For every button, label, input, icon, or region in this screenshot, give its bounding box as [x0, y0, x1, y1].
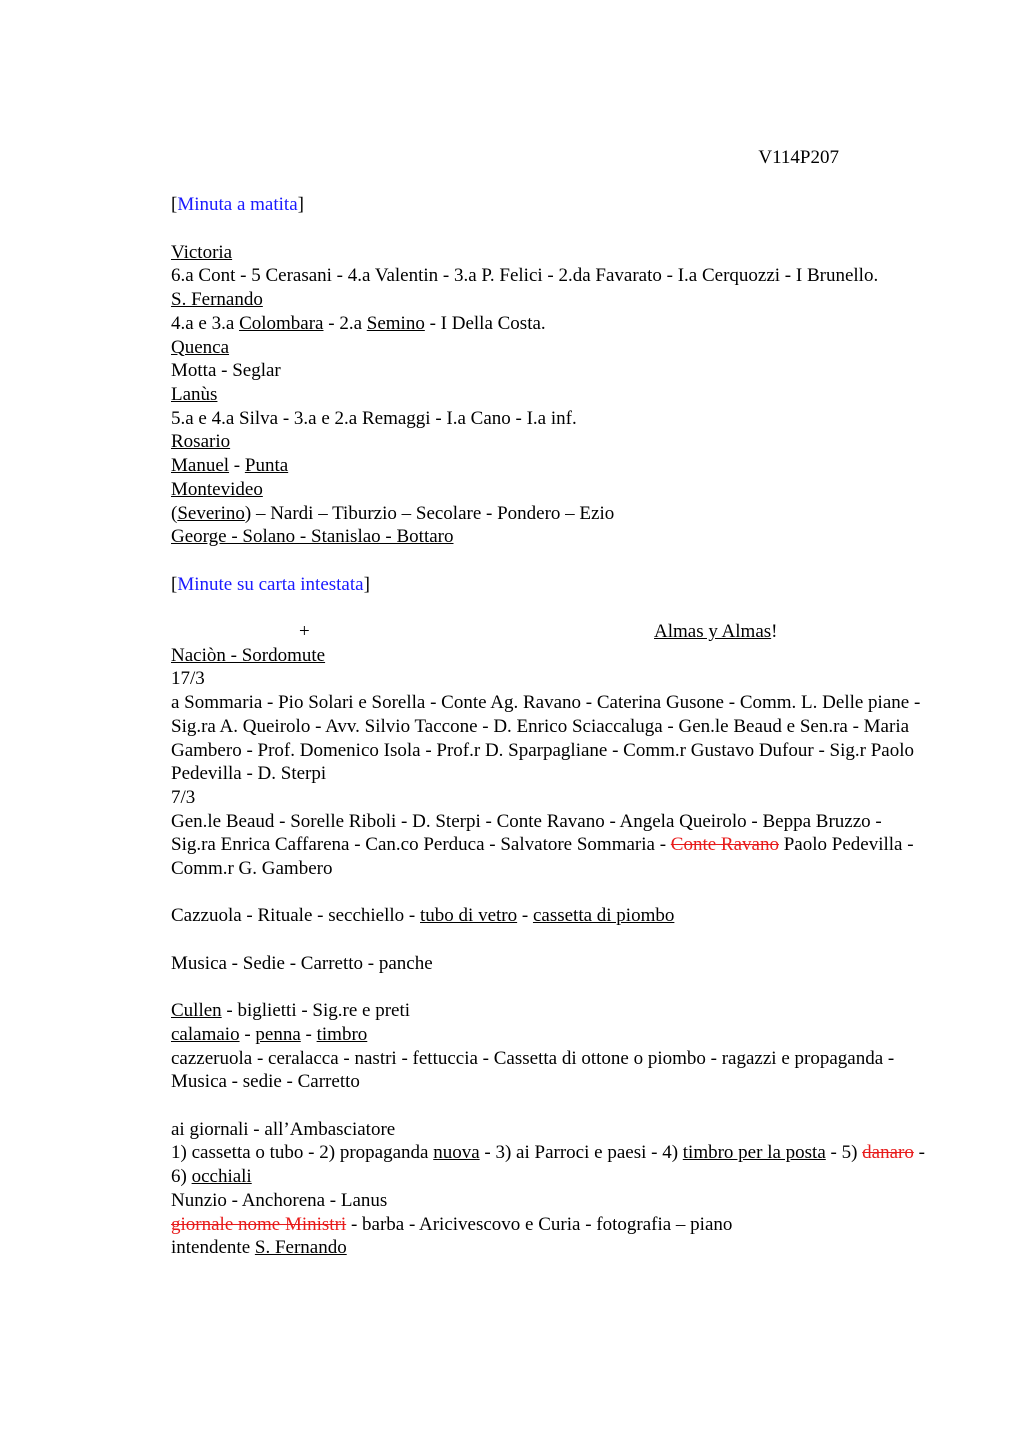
- underlined-text: occhiali: [191, 1166, 252, 1188]
- underlined-text: S. Fernando: [254, 1237, 347, 1259]
- underlined-text: Manuel: [171, 455, 230, 477]
- underlined-text: cassetta di piombo: [532, 905, 675, 927]
- underlined-text: nuova: [433, 1142, 480, 1164]
- place-quenca: Quenca: [171, 336, 230, 358]
- place-victoria: Victoria: [171, 241, 233, 263]
- underlined-text: Severino: [177, 502, 245, 524]
- s-fernando-list: [171, 312, 931, 336]
- text: - 6): [171, 1142, 925, 1188]
- section-label: Minuta a matita: [177, 194, 298, 216]
- underlined-text: Semino: [366, 312, 425, 334]
- text: - 3) ai Parroci e paesi - 4): [479, 1142, 683, 1164]
- invitees-list-2: [171, 810, 931, 881]
- date-17-3: 17/3: [171, 668, 205, 690]
- items-cazzuola: [171, 904, 931, 928]
- section-heading-letterhead-drafts: [171, 573, 931, 597]
- numbered-list: [171, 1141, 931, 1188]
- text: Paolo Pedevilla - Comm.r G. Gambero: [171, 834, 914, 880]
- lanus-list: 5.a e 4.a Silva - 3.a e 2.a Remaggi - I.a Cano - I.a inf.: [171, 407, 577, 429]
- date-7-3: 7/3: [171, 786, 196, 808]
- underlined-text: Punta: [244, 455, 289, 477]
- text: intendente: [171, 1237, 255, 1259]
- montevideo-underlined-list: George - Solano - Stanislao - Bottaro: [171, 526, 454, 548]
- section-label: Minute su carta intestata: [177, 573, 364, 595]
- items-cullen: [171, 999, 931, 1023]
- text: - barba - Aricivescovo e Curia - fotografia – piano: [346, 1213, 733, 1235]
- text: !: [771, 621, 778, 642]
- text: -: [517, 905, 533, 927]
- text: ) – Nardi – Tiburzio – Secolare - Pondero – Ezio: [244, 502, 615, 524]
- place-montevideo: Montevideo: [171, 478, 263, 500]
- text: 4.a e 3.a: [171, 312, 240, 334]
- text: -: [300, 1023, 317, 1045]
- text: - I Della Costa.: [424, 312, 546, 334]
- nacion-heading: Naciòn - Sordomute: [171, 644, 326, 666]
- text: -: [229, 455, 245, 477]
- items-cazzeruola: cazzeruola - ceralacca - nastri - fettuccia - Cassetta di ottone o piombo - ragazzi e propaganda - Musica - sedie - Carretto: [171, 1047, 895, 1093]
- underlined-text: Almas y Almas: [654, 621, 772, 642]
- place-rosario: Rosario: [171, 431, 231, 453]
- bracket-open: [: [171, 573, 178, 595]
- underlined-text: penna: [255, 1023, 301, 1045]
- items-musica: Musica - Sedie - Carretto - panche: [171, 952, 433, 974]
- text: -: [239, 1023, 256, 1045]
- text: (: [171, 502, 178, 524]
- items-nunzio: Nunzio - Anchorena - Lanus: [171, 1189, 388, 1211]
- struck-text: Conte Ravano: [670, 834, 779, 856]
- items-giornale: [171, 1213, 931, 1237]
- invitees-list-1: a Sommaria - Pio Solari e Sorella - Conte Ag. Ravano - Caterina Gusone - Comm. L. Delle piane - Sig.ra A. Queirolo - Avv. Silvio Taccone - D. Enrico Sciaccaluga - Gen.le Beaud e Sen.ra - Maria Gambero - Prof. Domenico Isola - Prof.r D. Sparpagliane - Comm.r Gustavo Dufour - Sig.r Paolo Pedevilla - D. Sterpi: [171, 692, 921, 785]
- struck-text: giornale nome Ministri: [171, 1213, 347, 1235]
- text: - 2.a: [323, 312, 367, 334]
- underlined-text: timbro: [316, 1023, 368, 1045]
- text: - biglietti - Sig.re e preti: [221, 1000, 411, 1022]
- underlined-text: timbro per la posta: [682, 1142, 826, 1164]
- montevideo-list: [171, 502, 931, 526]
- bracket-close: ]: [297, 194, 304, 216]
- cross-mark: +: [299, 621, 310, 642]
- underlined-text: calamaio: [171, 1023, 240, 1045]
- section-heading-pencil-draft: [171, 193, 931, 217]
- text: Gen.le Beaud - Sorelle Riboli - D. Sterpi - Conte Ravano - Angela Queirolo - Beppa Bruzzo - Sig.ra Enrica Caffarena - Can.co Perduca - Salvatore Sommaria -: [171, 810, 882, 856]
- document-page: [171, 146, 931, 1260]
- quenca-list: Motta - Seglar: [171, 360, 281, 382]
- text: - 5): [825, 1142, 863, 1164]
- bracket-close: ]: [363, 573, 370, 595]
- bracket-open: [: [171, 194, 178, 216]
- rosario-list: [171, 454, 931, 478]
- items-giornali: ai giornali - all’Ambasciatore: [171, 1118, 396, 1140]
- place-lanus: Lanùs: [171, 384, 218, 405]
- underlined-text: tubo di vetro: [420, 905, 518, 927]
- place-s-fernando: S. Fernando: [171, 289, 263, 311]
- struck-text: danaro: [862, 1142, 914, 1164]
- header-row: [171, 620, 931, 644]
- text: Cazzuola - Rituale - secchiello -: [171, 905, 421, 927]
- text: 1) cassetta o tubo - 2) propaganda: [171, 1142, 434, 1164]
- victoria-list: 6.a Cont - 5 Cerasani - 4.a Valentin - 3.a P. Felici - 2.da Favarato - I.a Cerquozzi - I Brunello.: [171, 265, 879, 287]
- document-reference: V114P207: [758, 147, 839, 168]
- underlined-text: Colombara: [239, 312, 324, 334]
- items-calamaio: [171, 1023, 931, 1047]
- underlined-text: Cullen: [171, 1000, 222, 1022]
- motto: [654, 620, 778, 644]
- items-intendente: [171, 1236, 931, 1260]
